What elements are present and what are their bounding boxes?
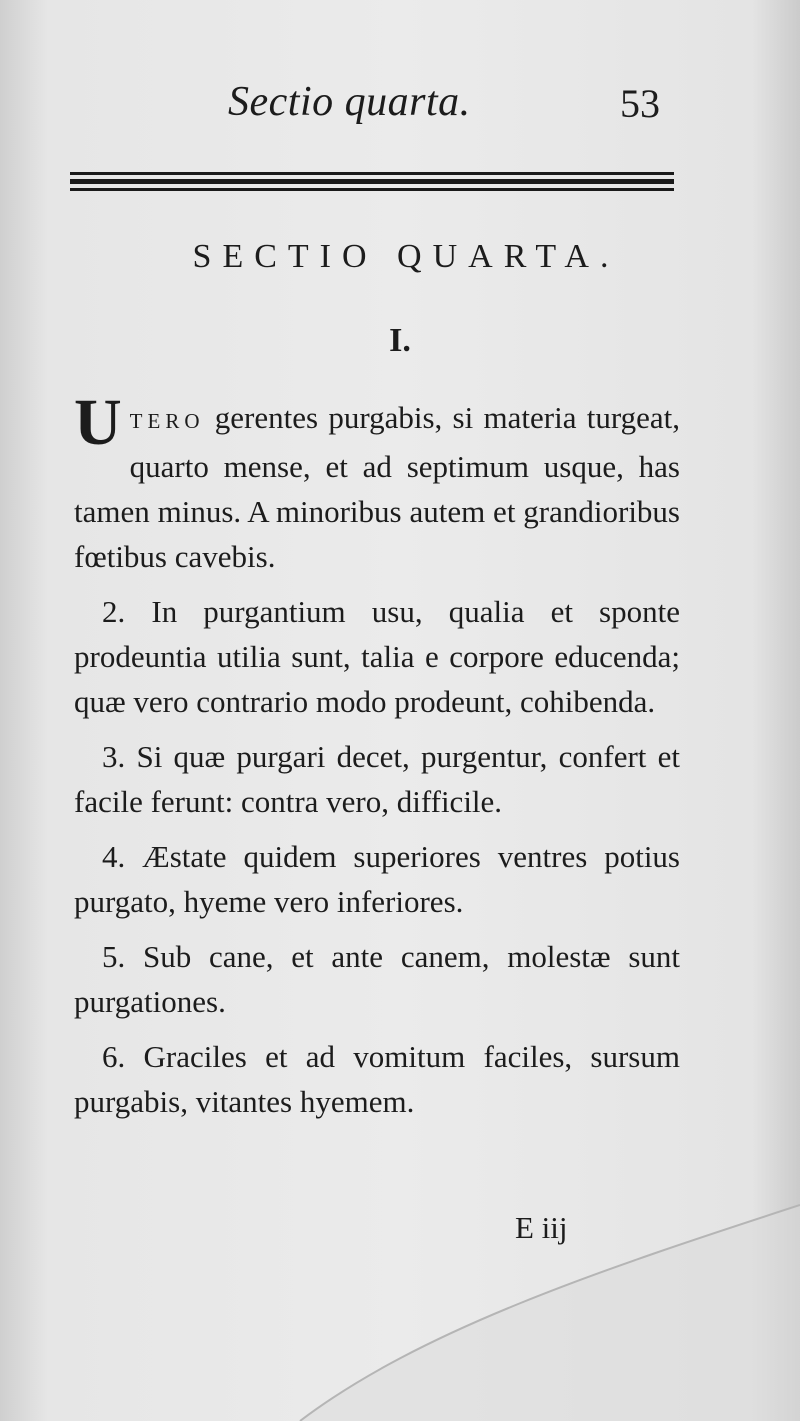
smallcaps-opening: TERO (129, 409, 205, 433)
aphorism-number: 2. (102, 594, 126, 629)
aphorism-number: 5. (102, 939, 126, 974)
aphorism-number: 6. (102, 1039, 126, 1074)
signature-mark: E iij (515, 1210, 568, 1245)
aphorism-number: 3. (102, 739, 126, 774)
aphorism-text: In purgantium usu, qualia et sponte prodeuntia utilia sunt, talia e corpore educenda; quæ vero contrario modo prodeunt, cohibenda. (74, 594, 680, 719)
page-number: 53 (620, 81, 660, 126)
drop-cap: U (74, 386, 122, 459)
aphorism-text: Si quæ purgari decet, purgentur, confert et facile ferunt: contra vero, difficile. (74, 739, 680, 819)
aphorism-number: 4. (102, 839, 126, 874)
running-title: Sectio quarta. (228, 79, 471, 125)
section-heading: SECTIO QUARTA. (192, 238, 620, 275)
aphorism-text: gerentes purgabis, si materia turgeat, quarto mense, et ad septimum usque, has tamen minus. A minoribus autem et grandioribus fœtibus cavebis. (74, 400, 680, 574)
aphorism-numeral: I. (389, 322, 411, 359)
aphorism-text: Graciles et ad vomitum faciles, sursum purgabis, vitantes hyemem. (74, 1039, 680, 1119)
aphorism-text: Æstate quidem superiores ventres potius purgato, hyeme vero inferiores. (74, 839, 680, 919)
aphorism-text: Sub cane, et ante canem, molestæ sunt purgationes. (74, 939, 680, 1019)
